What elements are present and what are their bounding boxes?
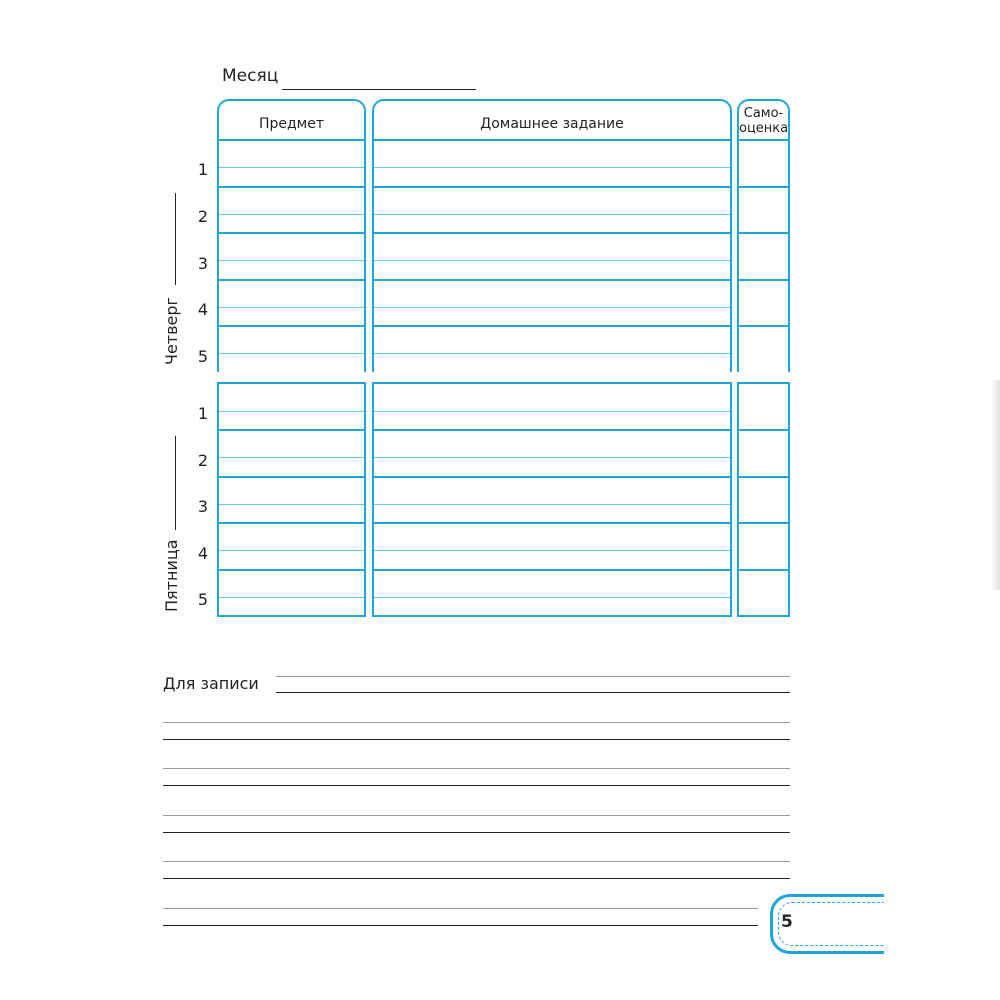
lesson-number: 1 [197, 404, 209, 423]
subject-column-header: Предмет [258, 116, 325, 132]
row-rule [374, 569, 730, 571]
row-rule [219, 186, 364, 188]
writing-guide-rule [219, 597, 364, 598]
row-rule [739, 569, 788, 571]
homework-column [372, 99, 732, 617]
row-rule [374, 522, 730, 524]
row-rule [219, 429, 364, 431]
row-rule [219, 522, 364, 524]
notes-line[interactable] [163, 785, 790, 786]
notes-line[interactable] [163, 925, 758, 926]
notes-line[interactable] [163, 908, 758, 909]
row-rule [374, 429, 730, 431]
row-rule [374, 232, 730, 234]
lesson-number: 3 [197, 497, 209, 516]
writing-guide-rule [374, 260, 730, 261]
row-rule [219, 139, 364, 141]
writing-guide-rule [219, 353, 364, 354]
row-rule [219, 569, 364, 571]
lesson-number: 4 [197, 544, 209, 563]
day-label-line [175, 193, 176, 285]
row-rule [739, 429, 788, 431]
lesson-number: 2 [197, 451, 209, 470]
row-rule [739, 522, 788, 524]
writing-guide-rule [374, 353, 730, 354]
notes-line[interactable] [276, 692, 790, 693]
writing-guide-rule [219, 307, 364, 308]
page-edge-shadow [990, 380, 1000, 590]
selfgrade-column-header [739, 106, 788, 136]
writing-guide-rule [219, 504, 364, 505]
writing-guide-rule [374, 411, 730, 412]
notes-line[interactable] [163, 739, 790, 740]
notes-line[interactable] [163, 878, 790, 879]
row-rule [374, 476, 730, 478]
row-rule [739, 232, 788, 234]
lesson-number: 5 [197, 347, 209, 366]
notes-line[interactable] [163, 722, 790, 723]
row-rule [374, 382, 730, 384]
notes-line[interactable] [276, 676, 790, 677]
row-rule [739, 382, 788, 384]
notes-line[interactable] [163, 768, 790, 769]
writing-guide-rule [219, 411, 364, 412]
writing-guide-rule [219, 167, 364, 168]
writing-guide-rule [374, 457, 730, 458]
writing-guide-rule [374, 214, 730, 215]
writing-guide-rule [374, 550, 730, 551]
row-rule [219, 232, 364, 234]
row-rule [219, 476, 364, 478]
lesson-number: 3 [197, 254, 209, 273]
row-rule [739, 325, 788, 327]
writing-guide-rule [374, 167, 730, 168]
row-rule [374, 139, 730, 141]
month-input-line[interactable] [282, 89, 476, 90]
row-rule [739, 476, 788, 478]
day-label-thursday: Четверг [162, 297, 181, 365]
page-edge-mask [884, 880, 1000, 1000]
writing-guide-rule [374, 504, 730, 505]
writing-guide-rule [219, 550, 364, 551]
notes-label: Для записи [163, 674, 259, 693]
day-separator [210, 372, 796, 382]
row-rule [219, 325, 364, 327]
writing-guide-rule [374, 597, 730, 598]
lesson-number: 2 [197, 207, 209, 226]
month-label: Месяц [222, 66, 279, 86]
row-rule [374, 186, 730, 188]
writing-guide-rule [219, 260, 364, 261]
notes-line[interactable] [163, 861, 790, 862]
row-rule [374, 325, 730, 327]
row-rule [219, 279, 364, 281]
lesson-number: 1 [197, 160, 209, 179]
notes-line[interactable] [163, 832, 790, 833]
row-rule [374, 279, 730, 281]
day-label-friday: Пятница [162, 539, 181, 612]
homework-column-header: Домашнее задание [480, 116, 624, 132]
row-rule [739, 186, 788, 188]
page-number: 5 [781, 912, 793, 932]
selfgrade-header-line1: Само- [743, 106, 784, 121]
subject-column [217, 99, 366, 617]
writing-guide-rule [374, 307, 730, 308]
selfgrade-column [737, 99, 790, 617]
notes-line[interactable] [163, 815, 790, 816]
writing-guide-rule [219, 457, 364, 458]
row-rule [739, 139, 788, 141]
row-rule [219, 382, 364, 384]
writing-guide-rule [219, 214, 364, 215]
day-label-line [175, 436, 176, 530]
row-rule [739, 279, 788, 281]
lesson-number: 5 [197, 590, 209, 609]
lesson-number: 4 [197, 300, 209, 319]
selfgrade-header-line2: оценка [739, 121, 789, 136]
